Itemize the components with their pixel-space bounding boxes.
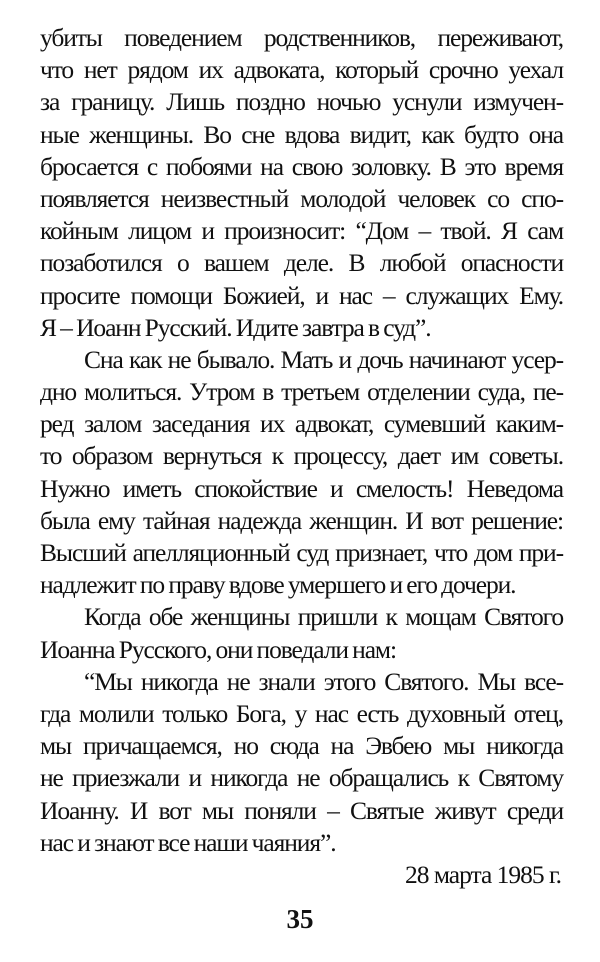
date-line: 28 марта 1985 г. [404, 859, 561, 889]
text-line: нас и знают все наши чаяния”. [40, 827, 336, 857]
text-line: ред залом заседания их адвокат, сумевший каким- [40, 409, 563, 439]
text-line: гда молили только Бога, у нас есть духовный отец, [40, 698, 563, 728]
page-body [40, 22, 563, 891]
text-line: Когда обе женщины пришли к мощам Святого [84, 602, 563, 632]
text-line: позаботился о вашем деле. В любой опасности [40, 248, 563, 278]
text-line: койным лицом и произносит: “Дом – твой. Я сам [40, 216, 563, 246]
text-line: просите помощи Божией, и нас – служащих Ему. [40, 280, 563, 310]
text-line: то образом вернуться к процессу, дает им советы. [40, 441, 563, 471]
text-line: Высший апелляционный суд признает, что дом при- [40, 538, 563, 567]
text-line: бросается с побоями на свою золовку. В это время [40, 151, 563, 181]
text-line: что нет рядом их адвоката, который срочно уехал [40, 55, 563, 85]
text-line: Я – Иоанн Русский. Идите завтра в суд”. [40, 312, 431, 342]
text-line: Сна как не бывало. Мать и дочь начинают усер- [84, 344, 563, 374]
text-line: Иоанна Русского, они поведали нам: [40, 634, 396, 664]
text-line: надлежит по праву вдове умершего и его дочери. [40, 570, 516, 600]
text-line: дно молиться. Утром в третьем отделении суда, пе- [40, 377, 563, 407]
text-line: “Мы никогда не знали этого Святого. Мы все- [84, 666, 563, 696]
text-line: ные женщины. Во сне вдова видит, как будто она [40, 119, 563, 149]
page-number: 35 [286, 904, 314, 934]
text-line: не приезжали и никогда не обращались к Святому [40, 763, 563, 793]
text-line: была ему тайная надежда женщин. И вот решение: [40, 505, 563, 535]
text-line: появляется неизвестный молодой человек со спо- [40, 183, 563, 213]
text-line: мы причащаемся, но сюда на Эвбею мы никогда [40, 731, 563, 761]
text-line: Нужно иметь спокойствие и смелость! Неведома [40, 473, 563, 503]
text-block [40, 22, 563, 859]
text-line: Иоанну. И вот мы поняли – Святые живут среди [40, 795, 563, 825]
text-line: убиты поведением родственников, переживают, [40, 23, 563, 52]
text-line: за границу. Лишь поздно ночью уснули измучен- [40, 87, 563, 117]
